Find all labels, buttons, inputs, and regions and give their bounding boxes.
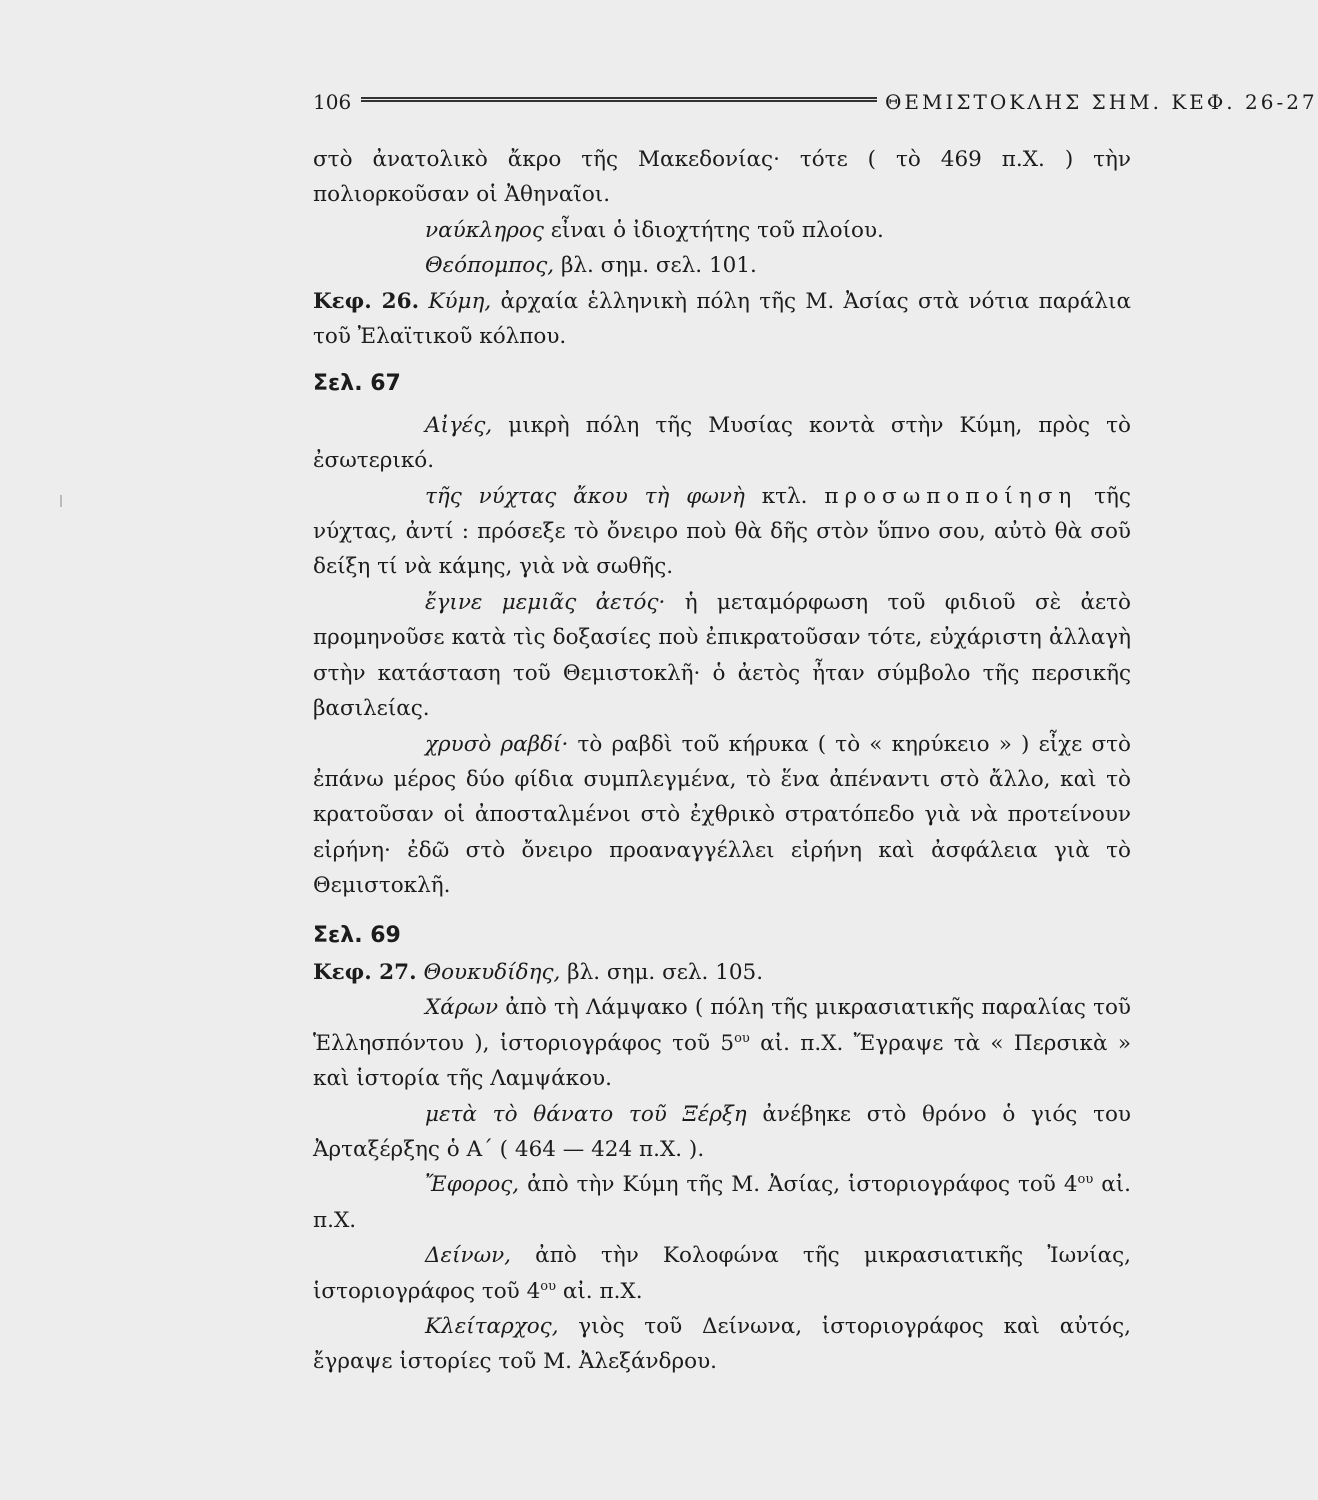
note-text: στὸ ἀνατολικὸ ἄκρο τῆς Μακεδονίας· τότε ( τὸ 469 π.Χ. ) τὴν πολιορκοῦσαν οἱ Ἀθηναῖοι. bbox=[313, 147, 1131, 208]
note-paragraph bbox=[313, 990, 1131, 1096]
note-term: Θουκυδίδης, bbox=[423, 959, 561, 985]
note-paragraph bbox=[313, 248, 1131, 283]
note-text: αἰ. π.Χ. Ἔγραψε τὰ « Περσικὰ » καὶ ἱστορία τῆς Λαμψάκου. bbox=[313, 1030, 1131, 1092]
note-text: ἡ μεταμόρφωση τοῦ φιδιοῦ σὲ ἀετὸ προμηνοῦσε κατὰ τὶς δοξασίες ποὺ ἐπικρατοῦσαν τότε, εὐχάριστη ἀλλαγὴ στὴν κατάσταση τοῦ Θεμιστοκλῆ· ὁ ἀετὸς ἦταν σύμβολο τῆς περσικῆς βασιλείας. bbox=[313, 589, 1131, 722]
running-header bbox=[313, 88, 1318, 118]
note-term: Κύμη, bbox=[428, 288, 492, 314]
note-text: αἰ. π.Χ. bbox=[313, 1172, 1131, 1233]
note-term: τῆς νύχτας ἄκου τὴ φωνὴ bbox=[425, 483, 745, 509]
note-paragraph bbox=[313, 955, 1131, 990]
section-heading-sel-67: Σελ. 67 bbox=[313, 371, 401, 397]
note-paragraph bbox=[313, 284, 1131, 355]
note-text: γιὸς τοῦ Δείνωνα, ἱστοριογράφος καὶ αὐτός, ἔγραψε ἱστορίες τοῦ Μ. Ἀλεξάνδρου. bbox=[313, 1314, 1131, 1375]
note-text: τὸ ραβδὶ τοῦ κήρυκα ( τὸ « κηρύκειο » ) εἶχε στὸ ἐπάνω μέρος δύο φίδια συμπλεγμένα, τὸ ἕνα ἀπέναντι στὸ ἄλλο, καὶ τὸ κρατοῦσαν οἱ ἀποσταλμένοι στὸ ἐχθρικὸ στρατόπεδο γιὰ νὰ προτείνουν εἰρήνη· ἐδῶ στὸ ὄνειρο προαναγγέλλει εἰρήνη καὶ ἀσφάλεια γιὰ τὸ Θεμιστοκλῆ. bbox=[313, 731, 1131, 899]
header-double-rule bbox=[361, 97, 877, 102]
note-text: ἀπὸ τὴν Κολοφώνα τῆς μικρασιατικῆς Ἰωνίας, ἱστοριογράφος τοῦ 4 bbox=[313, 1243, 1131, 1304]
running-title: ΘΕΜΙΣΤΟΚΛΗΣ ΣΗΜ. ΚΕΦ. 26-27 bbox=[885, 90, 1318, 114]
note-term: μετὰ τὸ θάνατο τοῦ Ξέρξη bbox=[425, 1101, 747, 1127]
note-term: Δείνων, bbox=[425, 1243, 511, 1269]
note-paragraph bbox=[313, 727, 1131, 904]
note-text: αἰ. π.Χ. bbox=[556, 1278, 643, 1304]
note-text: βλ. σημ. σελ. 105. bbox=[560, 959, 764, 985]
note-paragraph bbox=[313, 479, 1131, 585]
note-paragraph bbox=[313, 142, 1131, 213]
note-paragraph bbox=[313, 408, 1131, 479]
note-term: Χάρων bbox=[425, 995, 499, 1021]
note-text: ἀπὸ τὴ Λάμψακο ( πόλη τῆς μικρασιατικῆς παραλίας τοῦ Ἑλλησπόντου ), ἱστοριογράφος τοῦ 5 bbox=[313, 995, 1131, 1056]
note-text: ἀνέβηκε στὸ θρόνο ὁ γιός του Ἀρταξέρξης ὁ Α΄ ( 464 — 424 π.Χ. ). bbox=[313, 1101, 1131, 1162]
spaced-term: προσωποποίηση bbox=[824, 483, 1078, 509]
section-heading-sel-69: Σελ. 69 bbox=[313, 922, 401, 948]
note-text: ἀρχαία ἑλληνικὴ πόλη τῆς Μ. Ἀσίας στὰ νότια παράλια τοῦ Ἐλαϊτικοῦ κόλπου. bbox=[313, 288, 1132, 350]
note-paragraph bbox=[313, 1238, 1131, 1309]
note-text: εἶναι ὁ ἰδιοχτήτης τοῦ πλοίου. bbox=[543, 217, 884, 243]
note-term: Αἰγές, bbox=[425, 412, 493, 438]
superscript: ου bbox=[1077, 1172, 1094, 1188]
note-term: Κλείταρχος, bbox=[425, 1314, 559, 1339]
note-paragraph bbox=[313, 1167, 1131, 1238]
note-text: ἀπὸ τὴν Κύμη τῆς Μ. Ἀσίας, ἱστοριογράφος τοῦ 4 bbox=[519, 1172, 1078, 1198]
note-term: Ἔφορος, bbox=[425, 1172, 520, 1198]
note-paragraph bbox=[313, 585, 1131, 727]
note-term: ναύκληρος bbox=[425, 217, 544, 243]
note-term: Θεόπομπος, bbox=[425, 253, 555, 279]
superscript: ου bbox=[734, 1030, 750, 1046]
note-text: μικρὴ πόλη τῆς Μυσίας κοντὰ στὴν Κύμη, πρὸς τὸ ἐσωτερικό. bbox=[313, 412, 1131, 474]
note-paragraph bbox=[313, 213, 1131, 248]
page-edge-mark bbox=[60, 495, 62, 507]
page-number: 106 bbox=[313, 90, 352, 114]
superscript: ου bbox=[540, 1278, 556, 1294]
notes-body bbox=[313, 142, 1131, 1380]
note-text: τῆς νύχτας, ἀντί : πρόσεξε τὸ ὄνειρο ποὺ θὰ δῆς στὸν ὕπνο σου, αὐτὸ θὰ σοῦ δείξη τί νὰ κάμης, γιὰ νὰ σωθῆς. bbox=[313, 483, 1131, 580]
note-term: χρυσὸ ραβδί· bbox=[425, 731, 569, 757]
note-text: βλ. σημ. σελ. 101. bbox=[554, 253, 757, 279]
note-paragraph bbox=[313, 1097, 1131, 1168]
note-term: ἔγινε μεμιᾶς ἀετός· bbox=[425, 589, 666, 615]
chapter-label: Κεφ. 26. bbox=[313, 288, 420, 314]
note-text: κτλ. bbox=[744, 483, 825, 509]
note-paragraph bbox=[313, 1309, 1131, 1380]
chapter-label: Κεφ. 27. bbox=[313, 959, 417, 985]
